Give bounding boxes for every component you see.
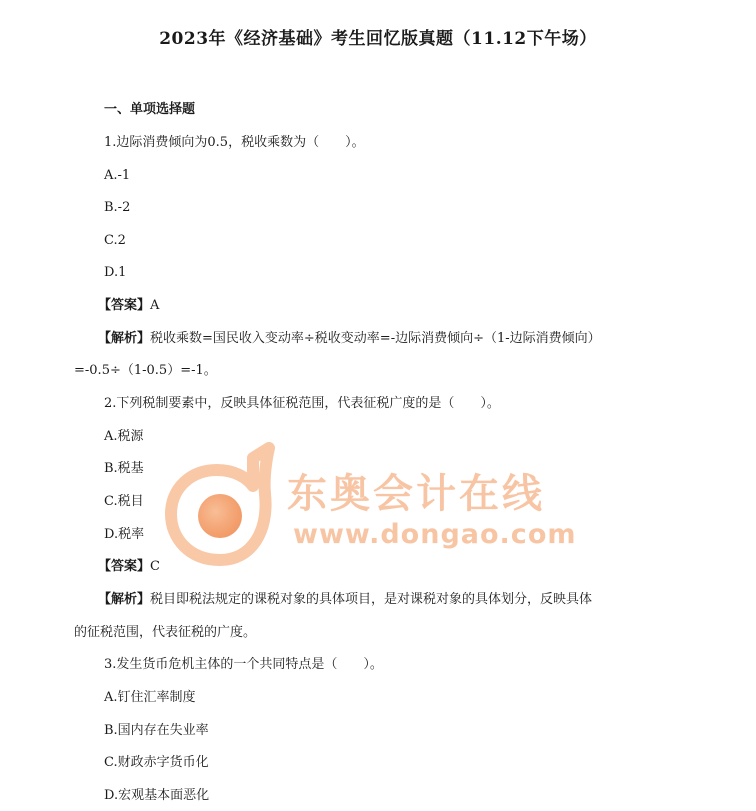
question-1-answer [98,297,159,315]
answer-value: A [150,298,160,313]
question-2-analysis-line-1 [98,591,592,609]
question-2-option-b: B.税基 [104,461,144,476]
question-2-option-d: D.税率 [104,527,145,542]
watermark-url: www.dongao.com [293,519,577,550]
question-1-analysis-line-1 [98,330,601,348]
question-3-option-c: C.财政赤字货币化 [104,755,209,770]
analysis-text: 税目即税法规定的课税对象的具体项目，是对课税对象的具体划分，反映具体 [150,592,593,607]
question-2-analysis-line-2: 的征税范围，代表征税的广度。 [74,625,257,640]
watermark-brand: 东奥会计在线 [287,471,545,517]
analysis-text: 税收乘数=国民收入变动率÷税收变动率=-边际消费倾向÷（1-边际消费倾向） [150,331,601,346]
answer-value: C [150,559,160,574]
question-2-option-c: C.税目 [104,494,144,509]
analysis-tag: 【解析】 [98,331,151,346]
document-title: 2023年《经济基础》考生回忆版真题（11.12下午场） [159,29,597,49]
question-1-option-a: A.-1 [104,168,131,183]
question-3-stem: 3.发生货币危机主体的一个共同特点是（ ）。 [104,657,383,672]
question-1-option-c: C.2 [104,233,126,248]
question-1-option-d: D.1 [104,265,127,280]
answer-tag: 【答案】 [98,298,151,313]
answer-tag: 【答案】 [98,559,151,574]
question-2-stem: 2.下列税制要素中，反映具体征税范围，代表征税广度的是（ ）。 [104,396,500,411]
question-3-option-d: D.宏观基本面恶化 [104,788,210,803]
question-3-option-a: A.钉住汇率制度 [104,690,196,705]
watermark [165,432,577,577]
section-heading: 一、单项选择题 [104,102,196,117]
dongao-logo-icon [165,442,280,567]
question-2-answer [98,558,160,576]
question-1-option-b: B.-2 [104,200,131,215]
question-3-option-b: B.国内存在失业率 [104,723,209,738]
question-2-option-a: A.税源 [104,429,144,444]
question-1-stem: 1.边际消费倾向为0.5，税收乘数为（ ）。 [104,135,365,150]
question-1-analysis-line-2: =-0.5÷（1-0.5）=-1。 [74,363,217,378]
analysis-tag: 【解析】 [98,592,151,607]
